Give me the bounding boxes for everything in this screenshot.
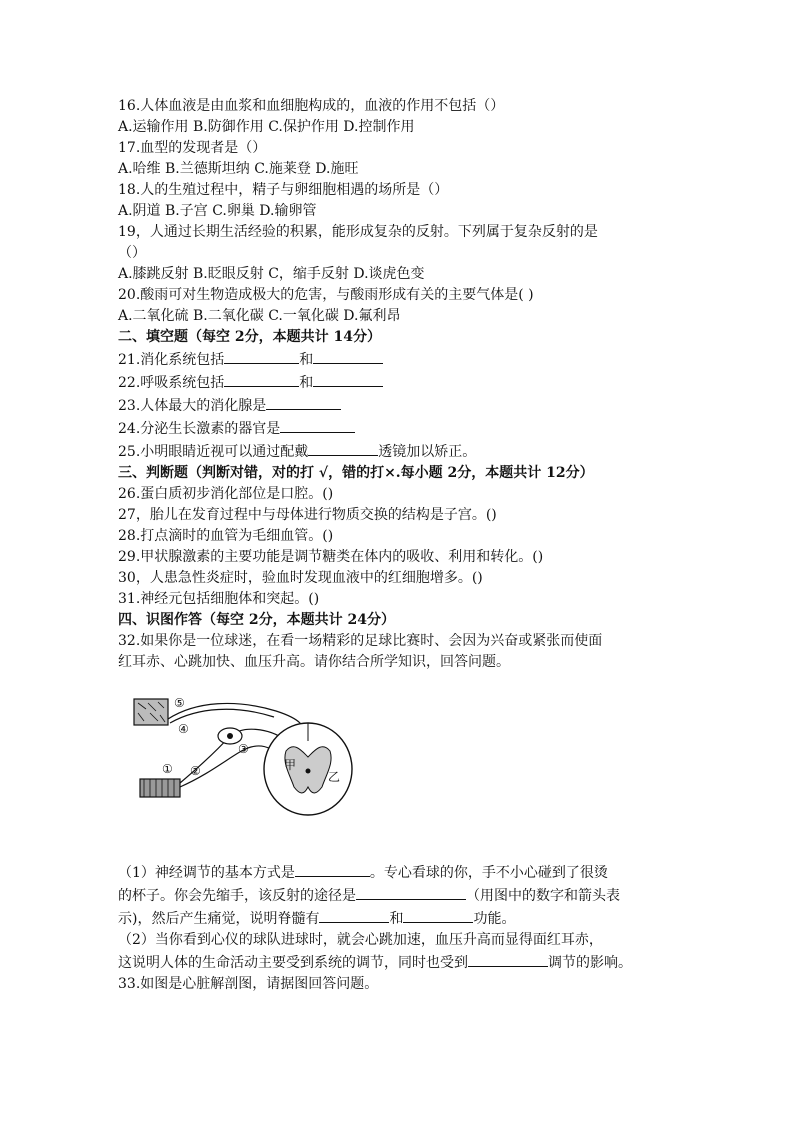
question-28: 28.打点滴时的血管为毛细血管。() [118, 528, 334, 544]
label-4: ④ [178, 722, 189, 736]
answer-blank[interactable] [308, 440, 378, 456]
label-3: ③ [238, 742, 249, 756]
question-29: 29.甲状腺激素的主要功能是调节糖类在体内的吸收、利用和转化。() [118, 549, 544, 565]
question-22: 22.呼吸系统包括 和 [118, 371, 683, 394]
question-23: 23.人体最大的消化腺是 [118, 394, 683, 417]
question-16-stem: 16.人体血液是由血浆和血细胞构成的，血液的作用不包括（） [118, 98, 505, 114]
question-17-options: A.哈维 B.兰德斯坦纳 C.施莱登 D.施旺 [118, 161, 359, 177]
label-1: ① [162, 762, 173, 776]
reflex-arc-figure [126, 691, 356, 821]
question-18-stem: 18.人的生殖过程中，精子与卵细胞相遇的场所是（） [118, 182, 449, 198]
label-yi: 乙 [328, 770, 341, 784]
question-27: 27，胎儿在发育过程中与母体进行物质交换的结构是子宫。() [118, 507, 497, 523]
answer-blank[interactable] [468, 951, 548, 967]
exam-page [118, 96, 683, 995]
section-4-title: 四、识图作答（每空 2分，本题共计 24分） [118, 612, 395, 628]
answer-blank[interactable] [224, 348, 299, 364]
question-32-stem-2: 红耳赤、心跳加快、血压升高。请你结合所学知识，回答问题。 [118, 654, 510, 670]
question-25: 25.小明眼睛近视可以通过配戴 透镜加以矫正。 [118, 440, 683, 463]
question-32-part-1-line-3: 示)，然后产生痛觉，说明脊髓有 和 功能。 [118, 907, 683, 930]
answer-blank[interactable] [266, 394, 341, 410]
question-19-options: A.膝跳反射 B.眨眼反射 C，缩手反射 D.谈虎色变 [118, 266, 425, 282]
question-30: 30，人患急性炎症时，验血时发现血液中的红细胞增多。() [118, 570, 483, 586]
question-32-part-1-line-2: 的杯子。你会先缩手，该反射的途径是 （用图中的数字和箭头表 [118, 884, 683, 907]
label-5: ⑤ [174, 696, 185, 710]
reflex-arc-diagram [126, 691, 356, 821]
question-20-stem: 20.酸雨可对生物造成极大的危害，与酸雨形成有关的主要气体是( ) [118, 287, 534, 303]
answer-blank[interactable] [280, 417, 355, 433]
answer-blank[interactable] [403, 907, 473, 923]
answer-blank[interactable] [313, 348, 383, 364]
question-32-part-1-line-1: （1）神经调节的基本方式是 。专心看球的你，手不小心碰到了很烫 [118, 861, 683, 884]
question-26: 26.蛋白质初步消化部位是口腔。() [118, 486, 334, 502]
section-2-title: 二、填空题（每空 2分，本题共计 14分） [118, 329, 381, 345]
question-32-stem-1: 32.如果你是一位球迷，在看一场精彩的足球比赛时、会因为兴奋或紧张而使面 [118, 633, 603, 649]
question-18-options: A.阴道 B.子宫 C.卵巢 D.输卵管 [118, 203, 317, 219]
answer-blank[interactable] [313, 371, 383, 387]
question-16-options: A.运输作用 B.防御作用 C.保护作用 D.控制作用 [118, 119, 415, 135]
answer-blank[interactable] [295, 861, 370, 877]
answer-blank[interactable] [356, 884, 466, 900]
label-2: ② [190, 764, 201, 778]
section-3-title: 三、判断题（判断对错，对的打 √，错的打×.每小题 2分，本题共计 12分） [118, 465, 594, 481]
question-24: 24.分泌生长激素的器官是 [118, 417, 683, 440]
answer-blank[interactable] [319, 907, 389, 923]
question-32-part-2-line-1: （2）当你看到心仪的球队进球时，就会心跳加速，血压升高而显得面红耳赤， [118, 932, 603, 948]
question-19-stem: 19，人通过长期生活经验的积累，能形成复杂的反射。下列属于复杂反射的是 [118, 224, 598, 240]
label-jia: 甲 [284, 758, 297, 772]
question-20-options: A.二氧化硫 B.二氧化碳 C.一氧化碳 D.氟利昂 [118, 308, 401, 324]
question-31: 31.神经元包括细胞体和突起。() [118, 591, 320, 607]
answer-blank[interactable] [224, 371, 299, 387]
question-33: 33.如图是心脏解剖图，请据图回答问题。 [118, 976, 379, 992]
question-19-stem-continued: （） [118, 245, 146, 261]
question-21: 21.消化系统包括 和 [118, 348, 683, 371]
question-17-stem: 17.血型的发现者是（） [118, 140, 267, 156]
question-32-part-2-line-2: 这说明人体的生命活动主要受到系统的调节，同时也受到 调节的影响。 [118, 951, 683, 974]
